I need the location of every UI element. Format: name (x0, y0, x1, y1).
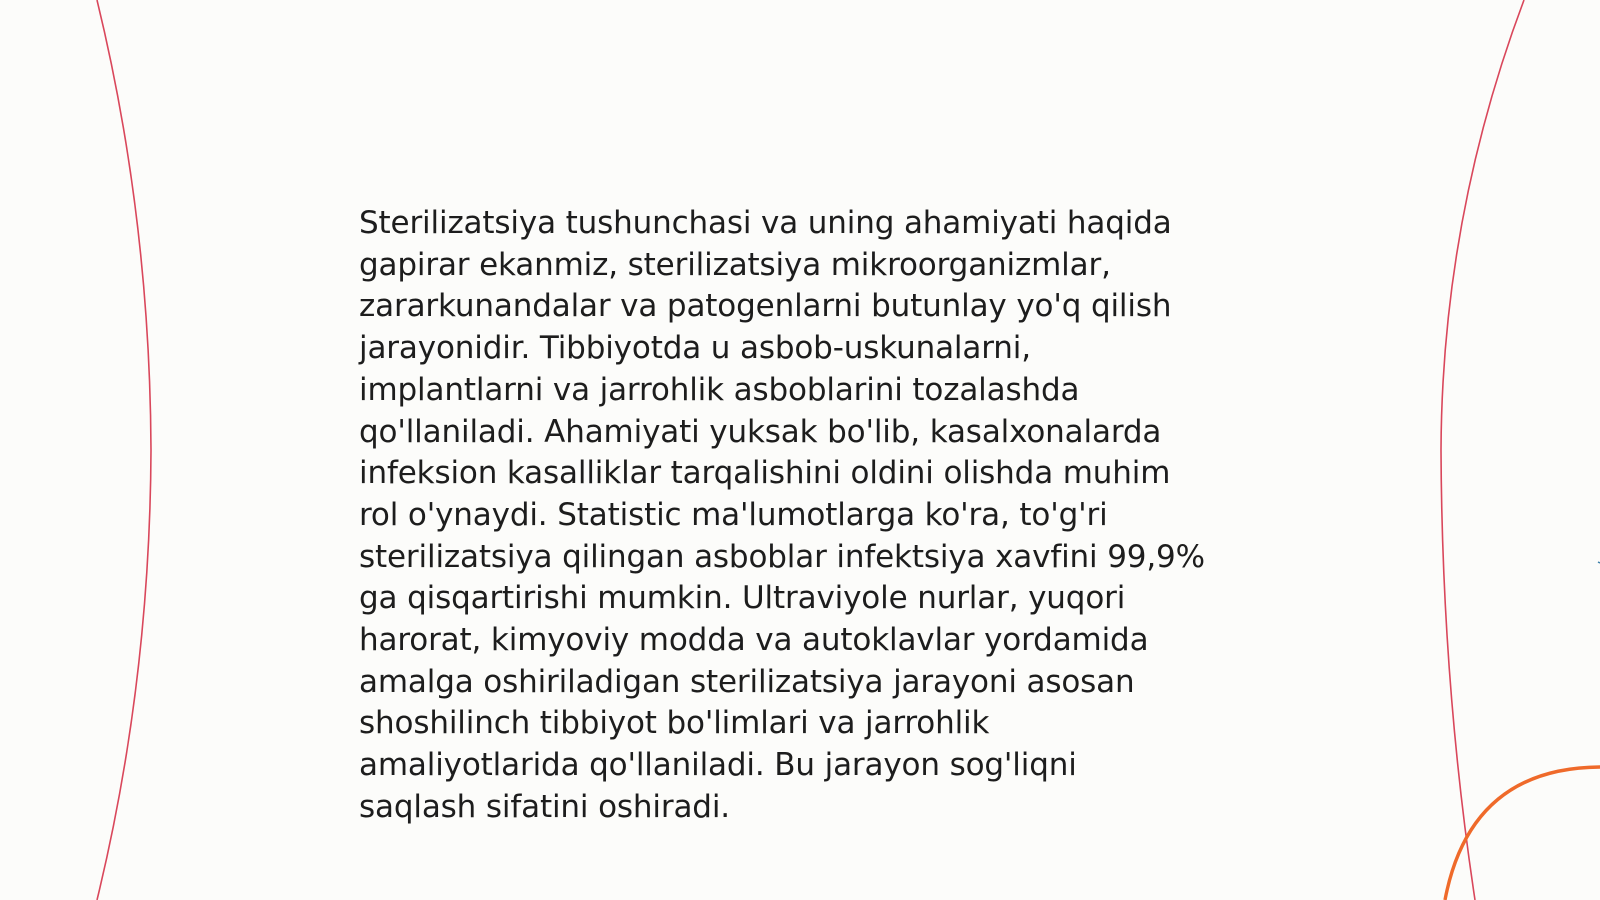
left-curve-line (97, 0, 151, 900)
orange-arc (1445, 767, 1600, 900)
right-curve-line (1441, 0, 1524, 900)
body-text: Sterilizatsiya tushunchasi va uning ahamiyati haqida gapirar ekanmiz, sterilizatsiya mikroorganizmlar, zararkunandalar va patogenlarni butunlay yo'q qilish jarayonidir. Tibbiyotda u asbob-uskunalarni, implantlarni va jarrohlik asboblarini tozalashda qo'llaniladi. Ahamiyati yuksak bo'lib, kasalxonalarda infeksion kasalliklar tarqalishini oldini olishda muhim rol o'ynaydi. Statistic ma'lumotlarga ko'ra, to'g'ri sterilizatsiya qilingan asboblar infektsiya xavfini 99,9% ga qisqartirishi mumkin. Ultraviyole nurlar, yuqori harorat, kimyoviy modda va autoklavlar yordamida amalga oshiriladigan sterilizatsiya jarayoni asosan shoshilinch tibbiyot bo'limlari va jarrohlik amaliyotlarida qo'llaniladi. Bu jarayon sog'liqni saqlash sifatini oshiradi. (359, 205, 1205, 825)
